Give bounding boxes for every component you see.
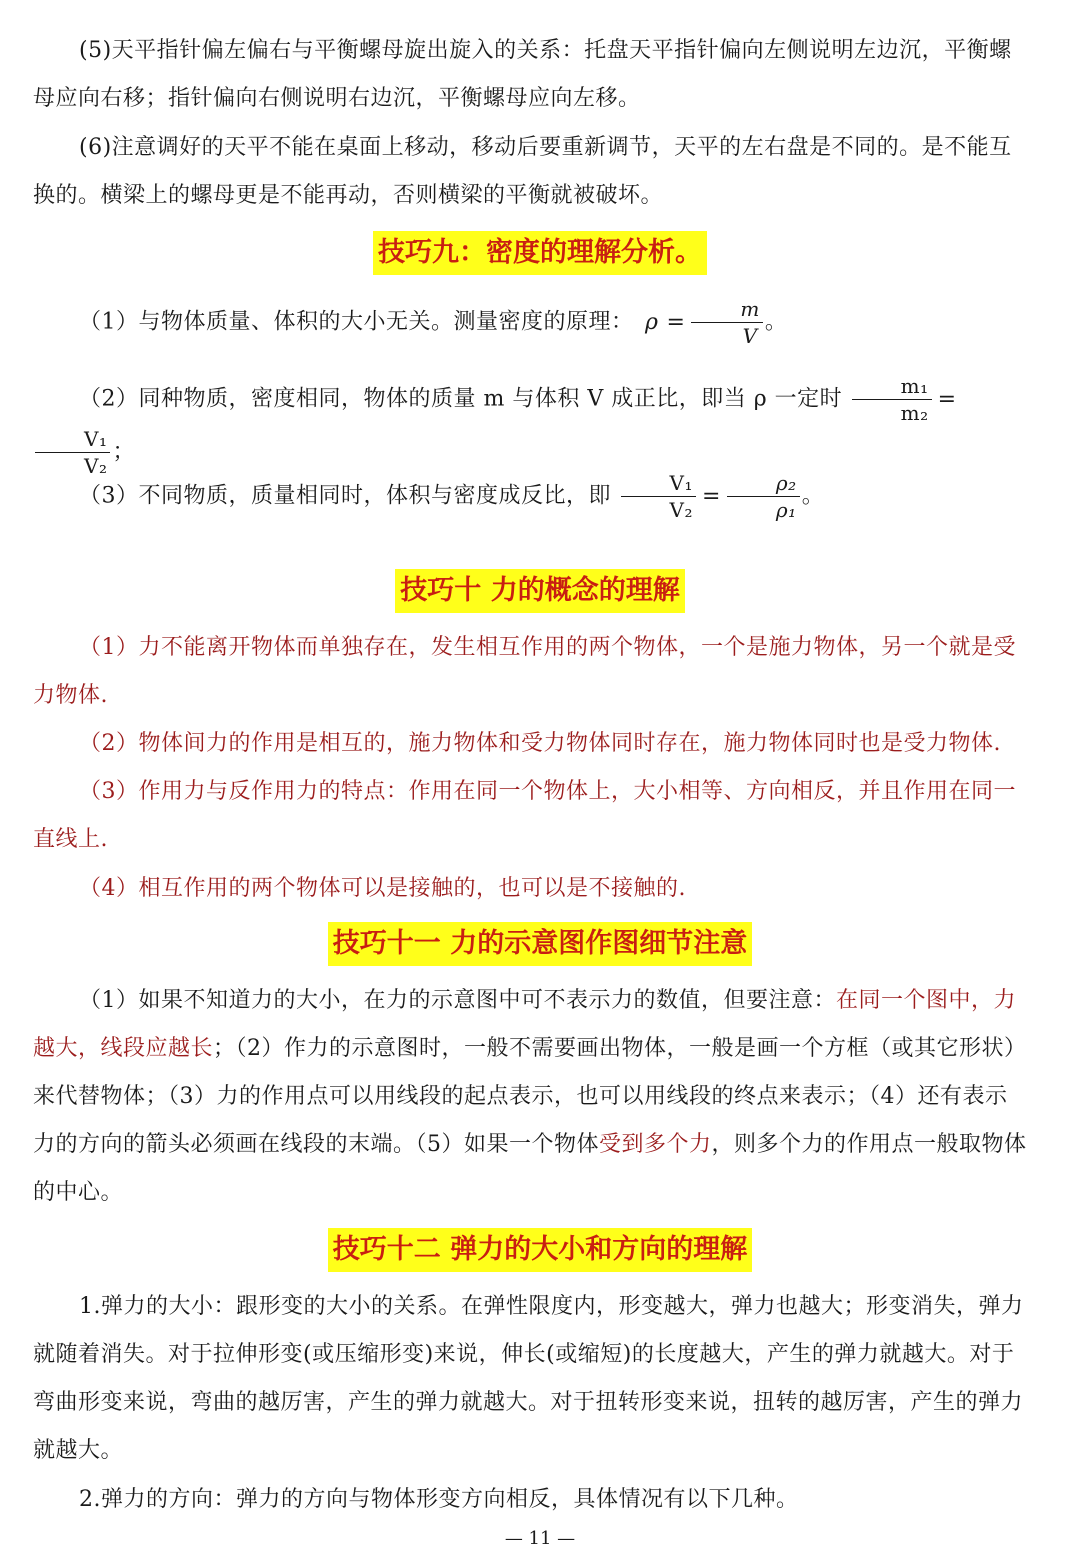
volume-ratio-numerator: V₁	[621, 470, 696, 497]
density-ratio-denominator: ρ₁	[775, 498, 797, 522]
density-ratio	[727, 470, 800, 523]
paragraph-balance-6: (6)注意调好的天平不能在桌面上移动，移动后要重新调节，天平的左右盘是不同的。是不能互换的。横梁上的螺母更是不能再动，否则横梁的平衡就被破坏。	[33, 135, 1012, 208]
heading-tip-12-text: 技巧十二 弹力的大小和方向的理解	[328, 1228, 752, 1272]
diagram-notes-part-3: ，则多个力的作用点一般取物体的中心。	[33, 1132, 1027, 1205]
heading-tip-9	[0, 231, 1080, 275]
density-item-2-end: ；	[112, 439, 135, 465]
density-item-1	[33, 296, 1029, 349]
volume-ratio-numerator: V₁	[35, 426, 110, 453]
force-item-2: （2）物体间力的作用是相互的，施力物体和受力物体同时存在，施力物体同时也是受力物体.	[79, 731, 1001, 756]
paragraph-balance-5: (5)天平指针偏左偏右与平衡螺母旋出旋入的关系：托盘天平指针偏向左侧说明左边沉，平衡螺母应向右移；指针偏向右侧说明右边沉，平衡螺母应向左移。	[33, 38, 1012, 111]
density-item-3	[33, 470, 1029, 523]
mass-ratio-numerator: m₁	[852, 373, 932, 400]
mass-ratio-denominator: m₂	[900, 401, 929, 425]
volume-ratio-denominator: V₂	[669, 498, 693, 522]
density-item-3-text: （3）不同物质，质量相同时，体积与密度成反比，即	[79, 483, 611, 509]
density-item-2	[33, 373, 1029, 479]
equals-sign: =	[701, 483, 721, 509]
heading-tip-9-text: 技巧九：密度的理解分析。	[373, 231, 707, 275]
heading-tip-10-text: 技巧十 力的概念的理解	[395, 569, 684, 613]
heading-tip-11	[0, 922, 1080, 966]
rho-symbol: ρ	[645, 309, 659, 335]
mass-ratio	[852, 373, 932, 426]
volume-ratio-denominator: V₂	[84, 454, 108, 478]
diagram-notes-highlight-1: 在同一个图中，力越大，线段应越长	[33, 988, 1017, 1061]
volume-ratio	[621, 470, 696, 523]
force-item-1: （1）力不能离开物体而单独存在，发生相互作用的两个物体，一个是施力物体，另一个就是受力物体.	[33, 635, 1017, 708]
elastic-force-direction: 2.弹力的方向：弹力的方向与物体形变方向相反，具体情况有以下几种。	[79, 1487, 799, 1512]
density-ratio-numerator: ρ₂	[727, 470, 800, 497]
heading-tip-10	[0, 569, 1080, 613]
density-formula	[691, 296, 762, 349]
formula-numerator: m	[691, 296, 762, 323]
diagram-notes-paragraph	[33, 977, 1029, 1217]
elastic-force-magnitude: 1.弹力的大小：跟形变的大小的关系。在弹性限度内，形变越大，弹力也越大；形变消失，弹力就随着消失。对于拉伸形变(或压缩形变)来说，伸长(或缩短)的长度越大，产生的弹力就越大。对于弯曲形变来说，弯曲的越厉害，产生的弹力就越大。对于扭转形变来说，扭转的越厉害，产生的弹力就越大。	[33, 1294, 1024, 1463]
force-item-3: （3）作用力与反作用力的特点：作用在同一个物体上，大小相等、方向相反，并且作用在同一直线上.	[33, 779, 1017, 852]
equals-sign: =	[666, 309, 686, 335]
equals-sign: =	[937, 386, 957, 412]
diagram-notes-highlight-2: 受到多个力	[599, 1132, 712, 1157]
heading-tip-12	[0, 1228, 1080, 1272]
page-number: — 11 —	[504, 1528, 576, 1549]
force-item-4: （4）相互作用的两个物体可以是接触的，也可以是不接触的.	[79, 876, 686, 901]
heading-tip-11-text: 技巧十一 力的示意图作图细节注意	[328, 922, 752, 966]
density-item-2-text: （2）同种物质，密度相同，物体的质量 m 与体积 V 成正比，即当 ρ 一定时	[79, 386, 843, 412]
formula-denominator: V	[742, 324, 758, 348]
density-item-1-text: （1）与物体质量、体积的大小无关。测量密度的原理：	[79, 309, 634, 335]
density-item-1-end: 。	[764, 309, 788, 335]
density-item-3-end: 。	[801, 483, 825, 509]
diagram-notes-part-2: ；（2）作力的示意图时，一般不需要画出物体，一般是画一个方框（或其它形状）来代替物体；（3）力的作用点可以用线段的起点表示，也可以用线段的终点来表示；（4）还有表示力的方向的箭头必须画在线段的末端。（5）如果一个物体	[33, 1036, 1027, 1157]
diagram-notes-part-1: （1）如果不知道力的大小，在力的示意图中可不表示力的数值，但要注意：	[79, 988, 836, 1013]
